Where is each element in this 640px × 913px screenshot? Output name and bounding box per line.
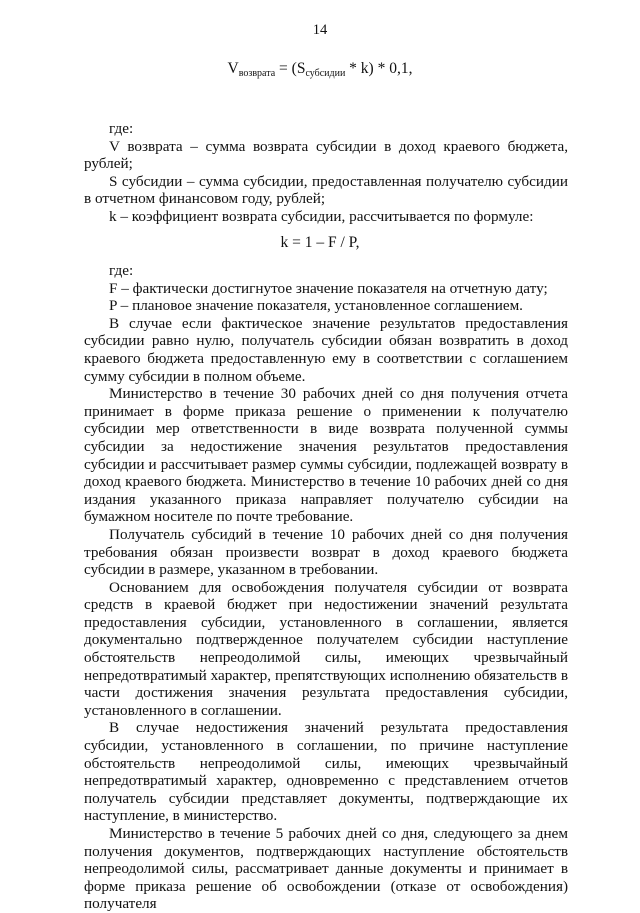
paragraph: Получатель субсидий в течение 10 рабочих дней со дня получения требования обязан произвести возврат в доход краевого бюджета субсидии в размере, указанном в требовании. [84,525,568,579]
formula-lhs-subscript: возврата [238,68,276,79]
formula-rest: * k) * 0,1, [345,60,413,77]
definitions-block [84,120,568,226]
paragraph: Министерство в течение 30 рабочих дней со дня получения отчета принимает в форме приказа решение о применении к получателю субсидии мер ответственности в виде возврата полученной суммы субсидии за недостижение значения результатов предоставления субсидии и рассчитывает размер суммы субсидии, подлежащей возврату в доход краевого бюджета. Министерство в течение 10 рабочих дней со дня издания указанного приказа направляет получателю субсидии на бумажном носителе по почте требование. [84,385,568,526]
paragraph: P – плановое значение показателя, установленное соглашением. [109,297,523,315]
formula-coefficient: k = 1 – F / P, [280,234,360,251]
paragraph: F – фактически достигнутое значение показателя на отчетную дату; [109,279,548,297]
paragraph: В случае недостижения значений результата предоставления субсидии, установленного в соглашении, по причине наступление обстоятельств непреодолимой силы, имеющих чрезвычайный непредотвратимый характер, одновременно с представлением отчетов получатель субсидии представляет документы, подтверждающие их наступление, в министерство. [84,719,568,825]
paragraph: где: [109,262,134,279]
paragraph: В случае если фактическое значение результатов предоставления субсидии равно нулю, получатель субсидии обязан возвратить в доход краевого бюджета предоставленную ему в соответствии с соглашением сумму субсидии в полном объеме. [84,314,568,385]
formula-eq-open: = (S [275,60,306,77]
formula-mid-subscript: субсидии [305,68,346,79]
paragraph: k – коэффициент возврата субсидии, рассчитывается по формуле: [109,207,534,225]
page-number: 14 [312,22,328,38]
paragraph: Министерство в течение 5 рабочих дней со дня, следующего за днем получения документов, подтверждающих наступление обстоятельств непреодолимой силы, рассматривает данные документы и принимает в форме приказа решение об освобождении (отказе от освобождения) получателя [84,825,568,913]
paragraph: S субсидии – сумма субсидии, предоставленная получателю субсидии в отчетном финансовом году, рублей; [84,172,568,208]
paragraph: где: [109,120,134,137]
formula-lhs-var: V [227,60,239,77]
paragraph: V возврата – сумма возврата субсидии в доход краевого бюджета, рублей; [84,137,568,173]
body-text-block [84,262,568,913]
formula-return-amount [0,60,640,79]
paragraph: Основанием для освобождения получателя субсидии от возврата средств в краевой бюджет при недостижении значений результата предоставления субсидии, установленного в соглашении, является документально подтвержденное получателем субсидии наступление обстоятельств непреодолимой силы, имеющих чрезвычайный непредотвратимый характер, препятствующих исполнению обязательств в части достижения значения результата предоставления субсидии, установленного в соглашении. [84,578,568,719]
